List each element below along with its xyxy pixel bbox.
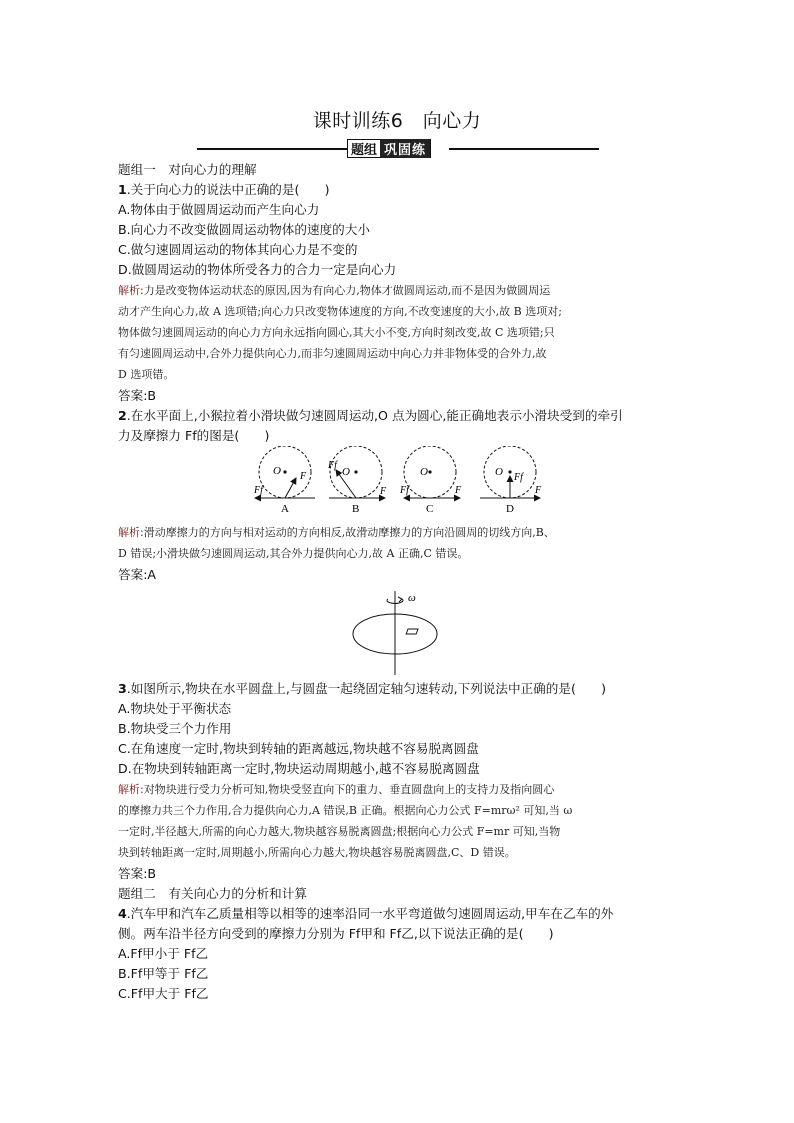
banner-rule-right (449, 148, 599, 150)
q2-solution (118, 522, 674, 564)
q2-label-ff: Ff (328, 460, 337, 471)
q2-option-c-label: C (426, 503, 434, 515)
section-banner (197, 138, 599, 160)
q3-option-a: A.物块处于平衡状态 (118, 701, 232, 716)
q2-sol-line: D 错误;小滑块做匀速圆周运动,其合外力提供向心力,故 A 正确,C 错误。 (118, 547, 469, 560)
q2-label-f: F (380, 486, 387, 497)
q2-label-ff: Ff (514, 472, 523, 483)
q3-option-c: C.在角速度一定时,物块到转轴的距离越远,物块越不容易脱离圆盘 (118, 741, 479, 756)
q4-number: 4 (118, 906, 127, 921)
q3-option-d: D.在物块到转轴距离一定时,物块运动周期越小,越不容易脱离圆盘 (118, 761, 480, 776)
q3-sol-text: 对物块进行受力分析可知,物块受竖直向下的重力、垂直圆盘向上的支持力及指向圆心 (143, 783, 555, 796)
q3-number: 3 (118, 681, 127, 696)
q2-label-o: O (273, 465, 281, 477)
q2-label-f: F (300, 471, 307, 482)
q2-label-f: F (535, 485, 542, 496)
q1-sol-line: D 选项错。 (118, 368, 175, 381)
q2-sol-text: 滑动摩擦力的方向与相对运动的方向相反,故滑动摩擦力的方向沿圆周的切线方向,B、 (143, 526, 555, 539)
q2-option-d-label: D (506, 503, 514, 515)
q2-label-o: O (495, 466, 503, 478)
q2-option-b-label: B (352, 503, 360, 515)
q2-number: 2 (118, 408, 127, 423)
q1-option-d: D.做圆周运动的物体所受各力的合力一定是向心力 (118, 262, 397, 277)
banner-label: 题组 (351, 143, 378, 158)
q1-sol-line (118, 280, 674, 301)
group-heading-2: 题组二 有关向心力的分析和计算 (118, 886, 307, 901)
q1-stem-text: .关于向心力的说法中正确的是( ) (126, 182, 330, 197)
banner-highlight: 巩固练 (380, 139, 430, 158)
q4-option-a: A.Ff甲小于 Ff乙 (118, 946, 209, 961)
analysis-label: 解析: (118, 526, 144, 539)
q3-stem-text: .如图所示,物块在水平圆盘上,与圆盘一起绕固定轴匀速转动,下列说法中正确的是( ) (126, 681, 606, 696)
q2-stem-text: .在水平面上,小猴拉着小滑块做匀速圆周运动,O 点为圆心,能正确地表示小滑块受到的牵引 (126, 408, 623, 423)
q2-label-o: O (342, 466, 350, 478)
q1-answer: 答案:B (118, 388, 157, 403)
q2-label-o: O (420, 466, 428, 478)
q2-stem-line1 (118, 406, 674, 426)
content (118, 160, 674, 1004)
q4-stem-line1 (118, 904, 674, 924)
q3-omega-label: ω (408, 592, 416, 604)
q1-sol-line: 物体做匀速圆周运动的向心力方向永远指向圆心,其大小不变,方向时刻改变,故 C 选项错;只 (118, 326, 555, 339)
q1-solution (118, 280, 674, 385)
q3-figure (118, 585, 674, 679)
page-title: 课时训练6 向心力 (312, 110, 482, 132)
group-heading-1: 题组一 对向心力的理解 (118, 162, 257, 177)
q2-option-a-diagram (253, 446, 315, 515)
q3-sol-line (118, 779, 674, 800)
q4-stem-text: .汽车甲和汽车乙质量相等以相等的速率沿同一水平弯道做匀速圆周运动,甲车在乙车的外 (126, 906, 614, 921)
q2-sol-line (118, 522, 674, 543)
q3-sol-line: 块到转轴距离一定时,周期越小,所需向心力越大,物块越容易脱离圆盘,C、D 错误。 (118, 846, 516, 859)
q2-label-ff: Ff (400, 485, 409, 496)
q3-answer: 答案:B (118, 866, 157, 881)
q4-option-c: C.Ff甲大于 Ff乙 (118, 986, 209, 1001)
q2-figure (118, 446, 674, 522)
q3-option-b: B.物块受三个力作用 (118, 721, 232, 736)
q2-answer: 答案:A (118, 567, 157, 582)
q3-sol-line: 的摩擦力共三个力作用,合力提供向心力,A 错误,B 正确。根据向心力公式 F=mrω² 可知,当 ω (118, 804, 573, 817)
q3-solution (118, 779, 674, 863)
analysis-label: 解析: (118, 284, 144, 297)
q3-stem (118, 679, 674, 699)
q4-stem-line2: 侧。两车沿半径方向受到的摩擦力分别为 Ff甲和 Ff乙,以下说法正确的是( ) (118, 926, 554, 941)
q1-sol-line: 有匀速圆周运动中,合外力提供向心力,而非匀速圆周运动中向心力并非物体受的合外力,故 (118, 347, 547, 360)
q1-sol-text: 力是改变物体运动状态的原因,因为有向心力,物体才做圆周运动,而不是因为做圆周运 (143, 284, 551, 297)
q1-sol-line: 动才产生向心力,故 A 选项错;向心力只改变物体速度的方向,不改变速度的大小,故 B 选项对; (118, 305, 562, 318)
q1-stem (118, 180, 674, 200)
banner-box (347, 139, 431, 158)
q1-option-c: C.做匀速圆周运动的物体其向心力是不变的 (118, 242, 358, 257)
q1-option-b: B.向心力不改变做圆周运动物体的速度的大小 (118, 222, 370, 237)
q2-label-ff: Ff (254, 485, 263, 496)
banner-rule-left (197, 148, 347, 150)
q2-option-c-diagram (399, 446, 462, 515)
q2-label-f: F (455, 485, 462, 496)
q2-option-a-label: A (281, 503, 289, 515)
q2-option-d-diagram (480, 446, 542, 515)
analysis-label: 解析: (118, 783, 144, 796)
q2-stem-line2: 力及摩擦力 Ff的图是( ) (118, 428, 270, 443)
q4-option-b: B.Ff甲等于 Ff乙 (118, 966, 209, 981)
q3-sol-line: 一定时,半径越大,所需的向心力越大,物块越容易脱离圆盘;根据向心力公式 F=mr 可知,当物 (118, 825, 561, 838)
q1-number: 1 (118, 182, 127, 197)
q2-option-b-diagram (327, 446, 387, 515)
q1-option-a: A.物体由于做圆周运动而产生向心力 (118, 202, 320, 217)
